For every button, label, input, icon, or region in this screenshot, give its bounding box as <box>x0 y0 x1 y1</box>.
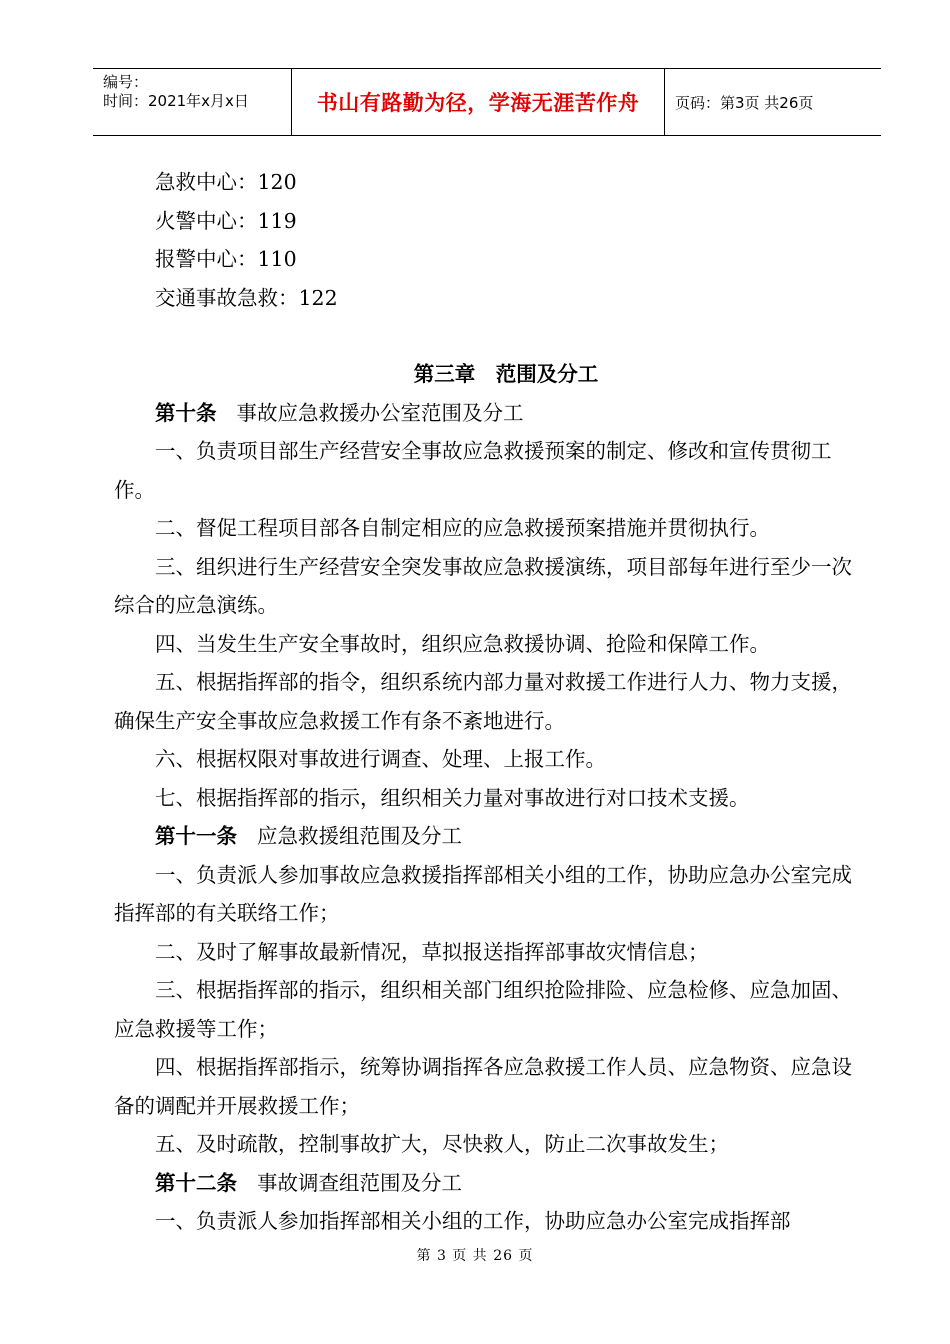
article-heading <box>114 1164 860 1203</box>
contact-line: 交通事故急救：122 <box>155 285 338 310</box>
header-page-info: 页码：第3页 共26页 <box>675 93 814 112</box>
article-label: 第十条 <box>155 400 217 425</box>
article-title: 应急救援组范围及分工 <box>257 824 462 848</box>
paragraph: 七、根据指挥部的指示，组织相关力量对事故进行对口技术支援。 <box>155 785 750 810</box>
document-body <box>114 163 860 1241</box>
chapter-title: 第三章 范围及分工 <box>413 362 599 386</box>
contact-line: 急救中心：120 <box>155 170 297 194</box>
article-heading <box>114 394 860 433</box>
paragraph: 四、根据指挥部指示，统筹协调指挥各应急救援工作人员、应急物资、应急设备的调配并开展救援工作； <box>114 1055 852 1118</box>
number-label: 编号： <box>103 73 149 91</box>
time-label: 时间：2021年x月x日 <box>103 92 249 110</box>
article-label: 第十二条 <box>155 1170 237 1195</box>
spacer <box>114 317 860 355</box>
paragraph: 五、及时疏散，控制事故扩大，尽快救人，防止二次事故发生； <box>155 1132 729 1156</box>
paragraph: 三、根据指挥部的指示，组织相关部门组织抢险排险、应急检修、应急加固、应急救援等工作； <box>114 978 852 1041</box>
header-meta <box>93 69 292 135</box>
paragraph: 二、及时了解事故最新情况，草拟报送指挥部事故灾情信息； <box>155 939 709 964</box>
header-motto: 书山有路勤为径，学海无涯苦作舟 <box>292 69 665 135</box>
paragraph: 四、当发生生产安全事故时，组织应急救援协调、抢险和保障工作。 <box>155 631 770 656</box>
contact-line: 报警中心：110 <box>155 247 297 271</box>
paragraph: 六、根据权限对事故进行调查、处理、上报工作。 <box>155 747 606 771</box>
page-footer: 第 3 页 共 26 页 <box>416 1248 534 1264</box>
page-header <box>93 68 881 136</box>
paragraph: 一、负责派人参加指挥部相关小组的工作，协助应急办公室完成指挥部 <box>155 1209 791 1233</box>
paragraph: 一、负责派人参加事故应急救援指挥部相关小组的工作，协助应急办公室完成指挥部的有关联络工作； <box>114 862 852 925</box>
paragraph: 五、根据指挥部的指令，组织系统内部力量对救援工作进行人力、物力支援，确保生产安全事故应急救援工作有条不紊地进行。 <box>114 670 852 733</box>
article-heading <box>114 817 860 856</box>
article-label: 第十一条 <box>155 824 237 848</box>
paragraph: 三、组织进行生产经营安全突发事故应急救援演练，项目部每年进行至少一次综合的应急演练。 <box>114 554 852 617</box>
article-title: 事故应急救援办公室范围及分工 <box>236 400 524 425</box>
paragraph: 一、负责项目部生产经营安全事故应急救援预案的制定、修改和宣传贯彻工作。 <box>114 439 832 502</box>
article-title: 事故调查组范围及分工 <box>257 1170 462 1195</box>
contact-line: 火警中心：119 <box>155 208 297 233</box>
paragraph: 二、督促工程项目部各自制定相应的应急救援预案措施并贯彻执行。 <box>155 516 770 540</box>
